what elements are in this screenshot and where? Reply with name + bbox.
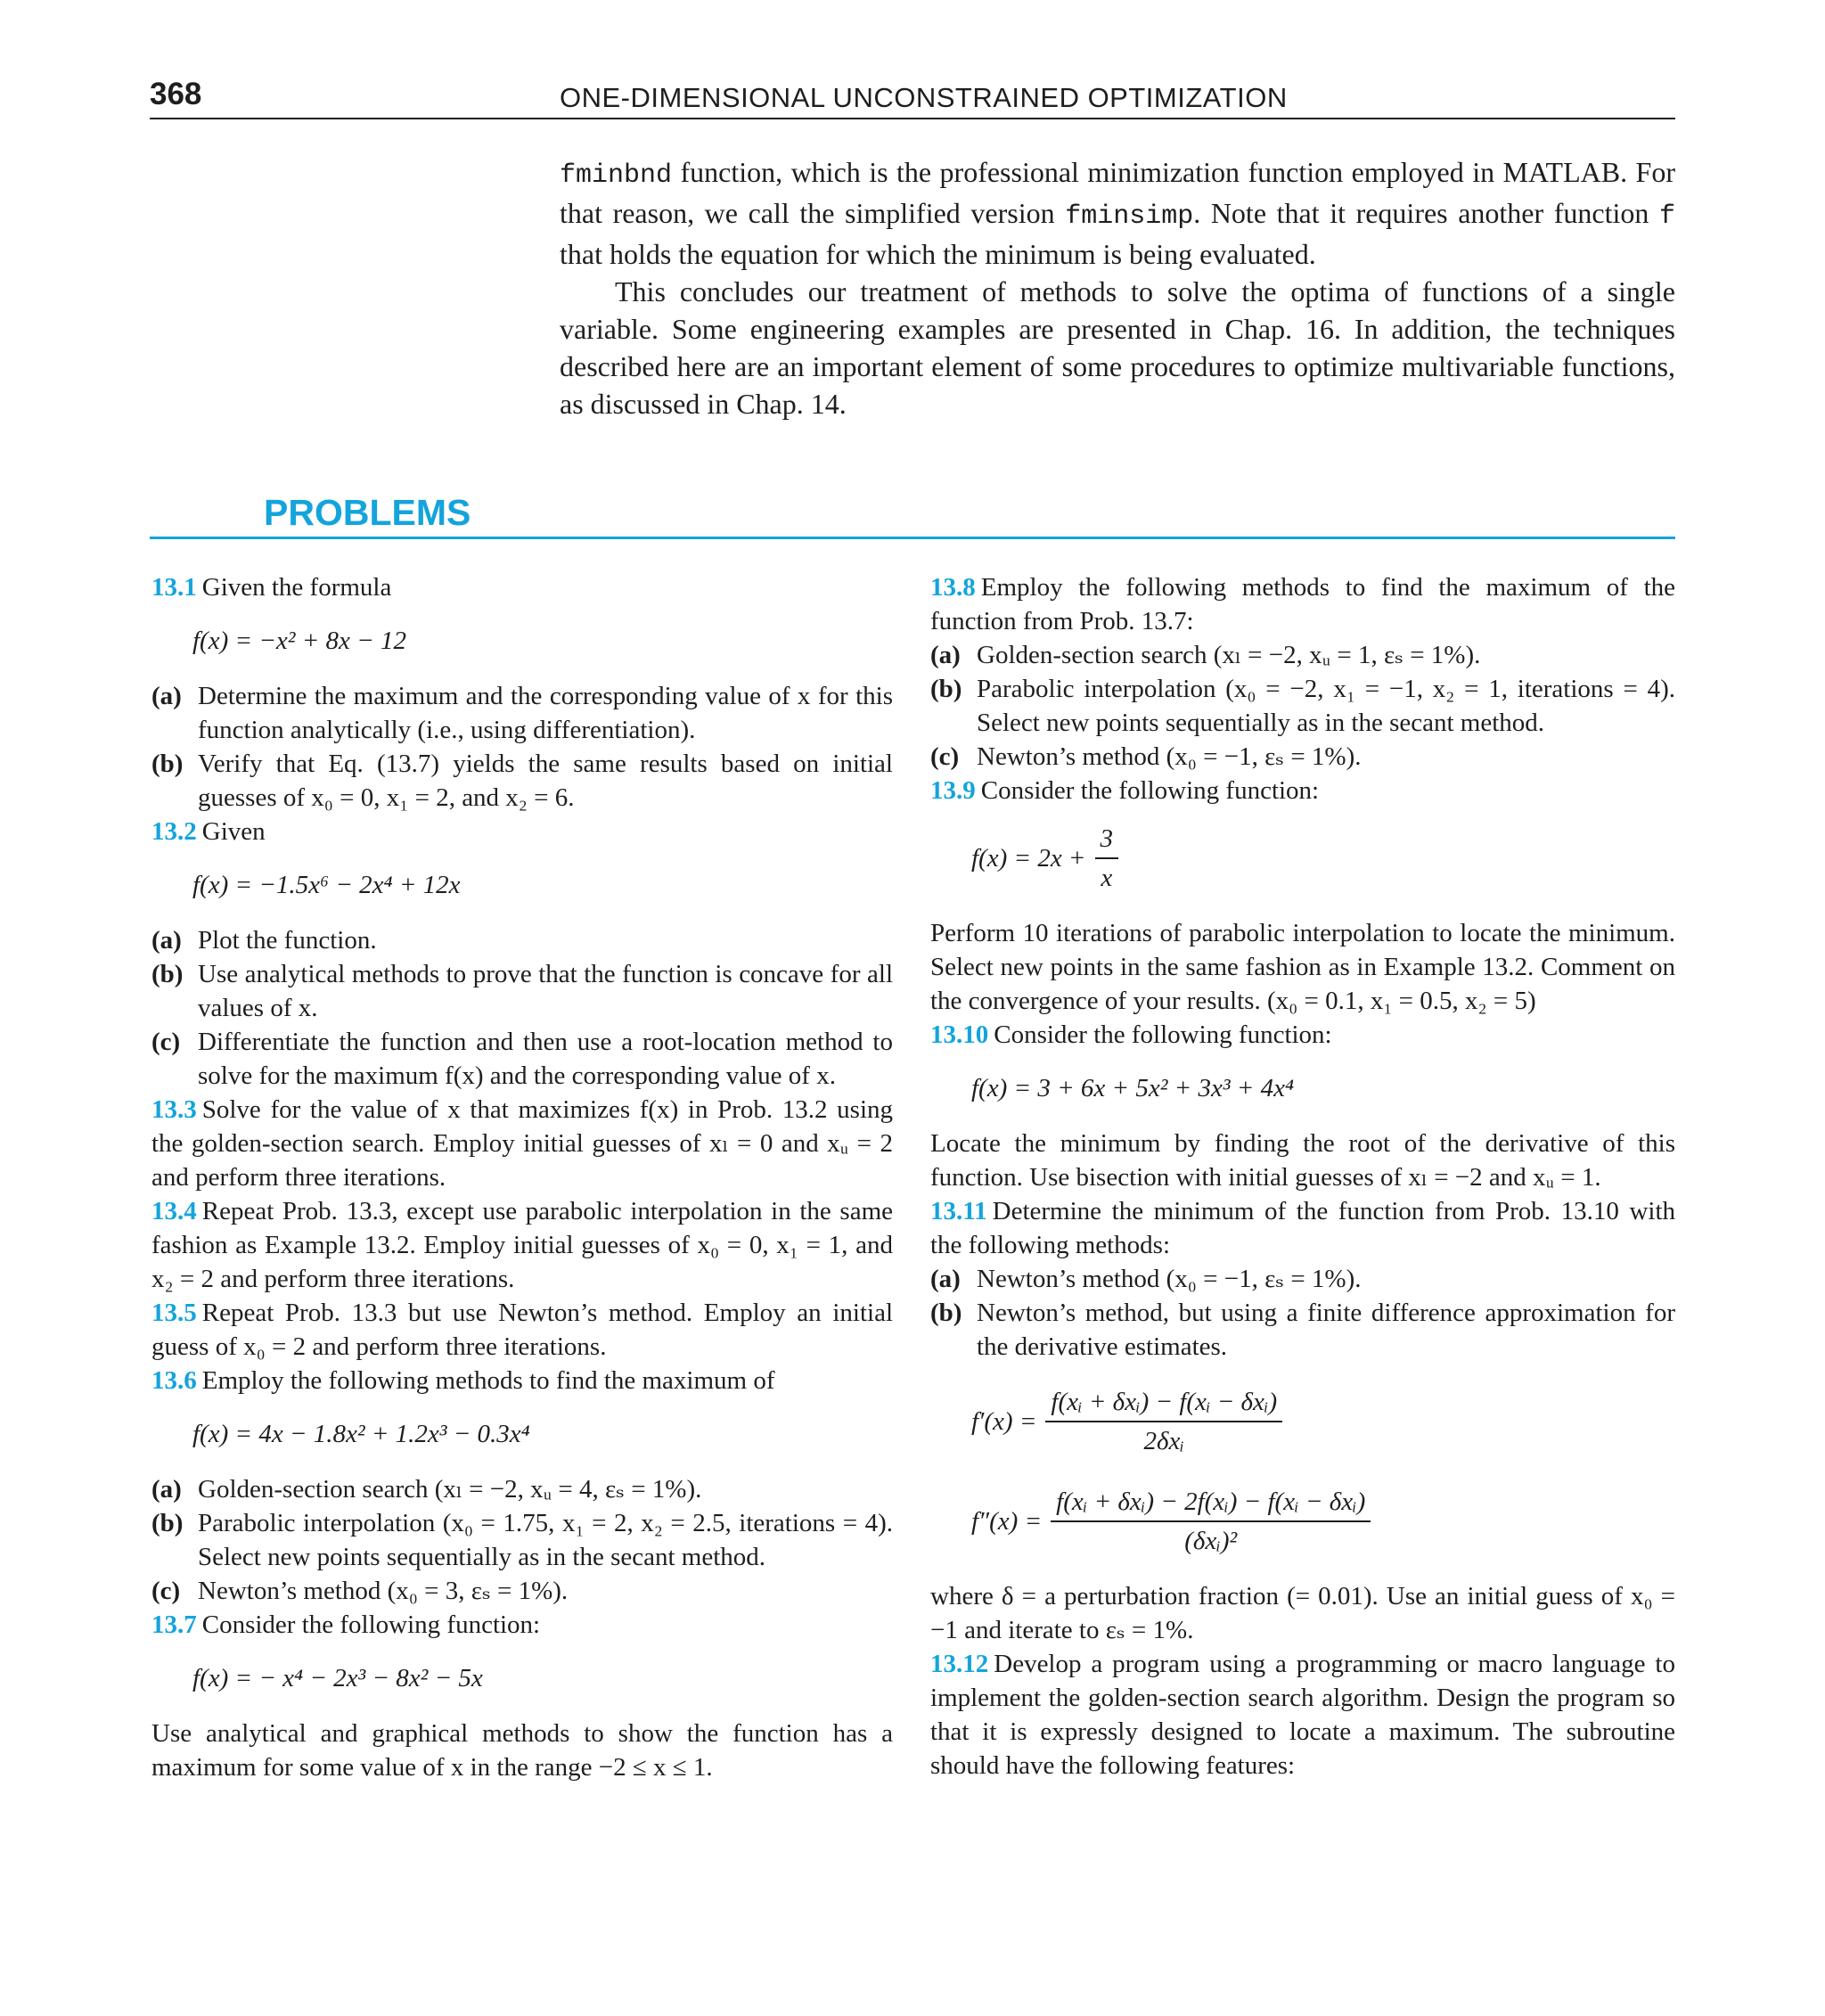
part-a (151, 679, 893, 747)
running-head: ONE-DIMENSIONAL UNCONSTRAINED OPTIMIZATION (560, 82, 1288, 113)
equation-13-7: f(x) = − x⁴ − 2x³ − 8x² − 5x (192, 1664, 483, 1692)
intro-text-3: that holds the equation for which the minimum is being evaluated. (560, 238, 1316, 270)
problem-text: Develop a program using a programming or macro language to implement the golden-section search algorithm. Design the program so that it is expressly designed to locate a maximum. The subroutine should have the following features: (930, 1650, 1675, 1780)
part-label: (a) (151, 682, 182, 710)
part-b (930, 1296, 1675, 1364)
page-number: 368 (150, 77, 202, 111)
problem-number: 13.2 (151, 817, 197, 846)
numerator: f(xᵢ + δxᵢ) − 2f(xᵢ) − f(xᵢ − δxᵢ) (1051, 1485, 1371, 1522)
equation-13-2: f(x) = −1.5x⁶ − 2x⁴ + 12x (192, 871, 461, 899)
part-c (930, 740, 1675, 774)
part-label: (a) (151, 1475, 182, 1504)
intro-text-1: function, which is the professional minimization function employed in MATLAB. For that reason, we call the simplified version (560, 156, 1675, 229)
problem-13-9 (930, 774, 1675, 807)
part-text: Parabolic interpolation (x₀ = 1.75, x₁ = 2, x₂ = 2.5, iterations = 4). Select new points sequentially as in the secant method. (198, 1509, 893, 1571)
problem-text: Consider the following function: (201, 1610, 541, 1639)
problem-13-4 (151, 1194, 893, 1296)
problem-number: 13.12 (930, 1650, 989, 1678)
problem-13-7 (151, 1608, 893, 1642)
part-text: Use analytical methods to prove that the function is concave for all values of x. (198, 960, 893, 1022)
code-fminbnd: fminbnd (560, 160, 673, 191)
part-label: (b) (930, 1299, 962, 1327)
problem-13-6 (151, 1364, 893, 1397)
problem-number: 13.7 (151, 1610, 197, 1639)
equation-lhs: f(x) = 2x + (971, 844, 1086, 873)
part-text: Plot the function. (198, 926, 377, 955)
problem-number: 13.10 (930, 1020, 989, 1049)
part-text: Differentiate the function and then use a root-location method to solve for the maximum f(x) and the corresponding value of x. (198, 1028, 893, 1090)
part-label: (b) (930, 675, 962, 703)
problem-number: 13.4 (151, 1197, 197, 1225)
part-label: (c) (930, 742, 960, 771)
numerator: f(xᵢ + δxᵢ) − f(xᵢ − δxᵢ) (1045, 1385, 1282, 1422)
equation-second-derivative (971, 1485, 1675, 1558)
problem-text: Given the formula (201, 573, 392, 602)
problem-text: Solve for the value of x that maximizes f(x) in Prob. 13.2 using the golden-section search. Employ initial guesses of xₗ = 0 and xᵤ = 2 and perform three iterations. (151, 1095, 893, 1192)
problem-number: 13.3 (151, 1095, 197, 1124)
spacer (930, 900, 1675, 916)
problem-13-7-continuation: Use analytical and graphical methods to show the function has a maximum for some value of x in the range −2 ≤ x ≤ 1. (151, 1719, 893, 1782)
problem-text: Employ the following methods to find the maximum of (201, 1366, 775, 1395)
part-b (930, 672, 1675, 740)
denominator: (δxᵢ)² (1184, 1527, 1238, 1555)
part-text: Verify that Eq. (13.7) yields the same results based on initial guesses of x₀ = 0, x₁ = 2, and x₂ = 6. (198, 750, 893, 812)
problem-13-8 (930, 570, 1675, 638)
equation-13-10: f(x) = 3 + 6x + 5x² + 3x³ + 4x⁴ (971, 1074, 1295, 1102)
header-rule (150, 118, 1675, 119)
part-label: (a) (930, 1265, 961, 1293)
part-label: (a) (151, 926, 182, 955)
part-a (930, 638, 1675, 672)
part-a (151, 923, 893, 957)
part-text: Golden-section search (xₗ = −2, xᵤ = 1, εₛ = 1%). (977, 641, 1481, 669)
denominator: 2δxᵢ (1143, 1427, 1184, 1455)
problem-13-12 (930, 1647, 1675, 1782)
part-text: Newton’s method (x₀ = −1, εₛ = 1%). (977, 1265, 1362, 1293)
fraction (1095, 822, 1119, 895)
problem-13-5 (151, 1296, 893, 1364)
right-column (930, 570, 1675, 1782)
problem-number: 13.5 (151, 1299, 197, 1327)
code-f: f (1659, 201, 1676, 232)
part-label: (b) (151, 960, 184, 988)
problem-text: Repeat Prob. 13.3, except use parabolic interpolation in the same fashion as Example 13.2. Employ initial guesses of x₀ = 0, x₁ = 1, and x₂ = 2 and perform three iterations. (151, 1197, 893, 1293)
part-label: (c) (151, 1577, 181, 1605)
part-text: Newton’s method (x₀ = −1, εₛ = 1%). (977, 742, 1362, 771)
code-fminsimp: fminsimp (1065, 201, 1194, 232)
equation-first-derivative (971, 1385, 1675, 1458)
problem-number: 13.1 (151, 573, 197, 602)
part-a (151, 1472, 893, 1506)
problem-text: Determine the minimum of the function from Prob. 13.10 with the following methods: (930, 1197, 1675, 1259)
problem-13-11-continuation: where δ = a perturbation fraction (= 0.01). Use an initial guess of x₀ = −1 and iterate to εₛ = 1%. (930, 1582, 1675, 1644)
problem-text: Consider the following function: (994, 1020, 1332, 1049)
equation-lhs: f′(x) = (971, 1407, 1037, 1436)
part-b (151, 747, 893, 815)
part-c (151, 1574, 893, 1608)
left-column (151, 570, 893, 1784)
problem-text: Consider the following function: (980, 776, 1320, 805)
part-label: (b) (151, 1509, 184, 1537)
section-rule (150, 537, 1675, 539)
equation-lhs: f″(x) = (971, 1507, 1043, 1536)
intro-text-2: . Note that it requires another function (1193, 197, 1659, 229)
intro-paragraph-2: This concludes our treatment of methods to solve the optima of functions of a single variable. Some engineering examples are presented in Chap. 16. In addition, the techniques described here are an important element of some procedures to optimize multivariable functions, as discussed in Chap. 14. (560, 275, 1675, 420)
spacer (930, 807, 1675, 816)
problem-13-1 (151, 570, 893, 604)
problem-text: Repeat Prob. 13.3 but use Newton’s method. Employ an initial guess of x₀ = 2 and perform three iterations. (151, 1299, 893, 1361)
part-label: (c) (151, 1028, 181, 1056)
problem-text: Employ the following methods to find the maximum of the function from Prob. 13.7: (930, 573, 1675, 635)
spacer (930, 1463, 1675, 1479)
problem-13-3 (151, 1093, 893, 1194)
problem-text: Given (201, 817, 266, 846)
problem-number: 13.9 (930, 776, 976, 805)
part-text: Determine the maximum and the corresponding value of x for this function analytically (i.e., using differentiation). (198, 682, 893, 744)
problem-13-2 (151, 815, 893, 848)
problem-number: 13.11 (930, 1197, 987, 1225)
fraction (1051, 1485, 1371, 1558)
problem-number: 13.8 (930, 573, 976, 602)
part-c (151, 1025, 893, 1093)
spacer (930, 1364, 1675, 1380)
part-text: Newton’s method (x₀ = 3, εₛ = 1%). (198, 1577, 569, 1605)
part-b (151, 957, 893, 1025)
part-b (151, 1506, 893, 1574)
problem-number: 13.6 (151, 1366, 197, 1395)
problem-13-9-continuation: Perform 10 iterations of parabolic interpolation to locate the minimum. Select new points in the same fashion as in Example 13.2. Comment on the convergence of your results. (x₀ = 0.1, x₁ = 0.5, x₂ = 5) (930, 919, 1675, 1015)
problem-13-10-continuation: Locate the minimum by finding the root of the derivative of this function. Use bisection with initial guesses of xₗ = −2 and xᵤ = 1. (930, 1129, 1675, 1192)
spacer (930, 1563, 1675, 1579)
part-text: Parabolic interpolation (x₀ = −2, x₁ = −1, x₂ = 1, iterations = 4). Select new points sequentially as in the secant method. (977, 675, 1675, 737)
problem-13-11 (930, 1194, 1675, 1262)
intro-text (560, 153, 1675, 422)
numerator: 3 (1095, 822, 1119, 859)
problem-13-10 (930, 1018, 1675, 1052)
section-title: PROBLEMS (264, 492, 471, 533)
part-text: Newton’s method, but using a finite difference approximation for the derivative estimates. (977, 1299, 1675, 1361)
equation-13-9 (971, 822, 1675, 895)
part-label: (a) (930, 641, 961, 669)
equation-13-6: f(x) = 4x − 1.8x² + 1.2x³ − 0.3x⁴ (192, 1420, 530, 1448)
fraction (1045, 1385, 1282, 1458)
part-text: Golden-section search (xₗ = −2, xᵤ = 4, εₛ = 1%). (198, 1475, 702, 1504)
part-a (930, 1262, 1675, 1296)
denominator: x (1101, 864, 1113, 892)
part-label: (b) (151, 750, 184, 778)
equation-13-1: f(x) = −x² + 8x − 12 (192, 627, 406, 655)
intro-paragraph-1 (560, 153, 1675, 273)
